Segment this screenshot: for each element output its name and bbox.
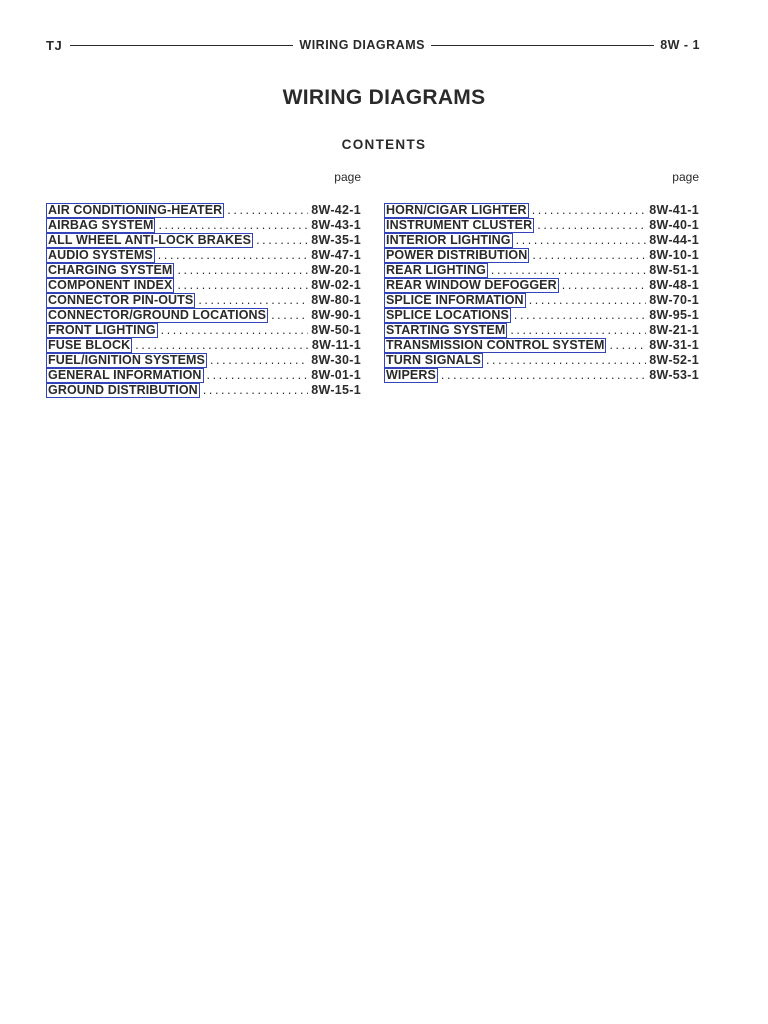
toc-entry	[46, 308, 361, 323]
toc-entry	[46, 248, 361, 263]
header-model-code: TJ	[46, 37, 63, 53]
header-rule-left	[70, 45, 293, 46]
toc-entry-page: 8W-15-1	[311, 383, 361, 397]
toc-entry	[46, 368, 361, 383]
toc-entry-link[interactable]: FUEL/IGNITION SYSTEMS	[48, 353, 205, 367]
toc-entry-link[interactable]: INSTRUMENT CLUSTER	[386, 218, 533, 232]
toc-entry-page: 8W-01-1	[311, 368, 361, 382]
toc-entry-page: 8W-90-1	[311, 308, 361, 322]
toc-column-right	[384, 170, 699, 383]
toc-entry-link[interactable]: TRANSMISSION CONTROL SYSTEM	[386, 338, 605, 352]
toc-entry-page: 8W-44-1	[649, 233, 699, 247]
toc-entry	[46, 293, 361, 308]
toc-entry-link[interactable]: WIPERS	[386, 368, 436, 382]
dot-leader	[532, 203, 647, 218]
toc-entry-page: 8W-40-1	[649, 218, 699, 232]
toc-entry	[384, 218, 699, 233]
toc-entry	[46, 263, 361, 278]
toc-entry-page: 8W-11-1	[311, 338, 361, 352]
toc-entry-page: 8W-21-1	[649, 323, 699, 337]
toc-entry-page: 8W-31-1	[649, 338, 699, 352]
toc-entry-page: 8W-50-1	[311, 323, 361, 337]
toc-entry	[384, 203, 699, 218]
dot-leader	[514, 308, 646, 323]
toc-entry-link[interactable]: CONNECTOR PIN-OUTS	[48, 293, 194, 307]
toc-entry-link[interactable]: AUDIO SYSTEMS	[48, 248, 153, 262]
dot-leader	[609, 338, 646, 353]
toc-entry	[46, 218, 361, 233]
toc-column-left	[46, 170, 361, 398]
toc-entry-link[interactable]: AIR CONDITIONING-HEATER	[48, 203, 223, 217]
toc-entry-page: 8W-35-1	[311, 233, 361, 247]
toc-entry-page: 8W-52-1	[649, 353, 699, 367]
toc-entry	[46, 233, 361, 248]
toc-entry-link[interactable]: AIRBAG SYSTEM	[48, 218, 154, 232]
toc-entry-link[interactable]: GENERAL INFORMATION	[48, 368, 202, 382]
toc-entry-link[interactable]: STARTING SYSTEM	[386, 323, 506, 337]
page-column-label: page	[334, 170, 361, 184]
toc-entry	[46, 203, 361, 218]
toc-entry-page: 8W-30-1	[311, 353, 361, 367]
toc-entry	[46, 338, 361, 353]
toc-entry-page: 8W-53-1	[649, 368, 699, 382]
toc-entry	[46, 353, 361, 368]
dot-leader	[510, 323, 646, 338]
dot-leader	[529, 293, 647, 308]
toc-entry-page: 8W-95-1	[649, 308, 699, 322]
toc-entry-link[interactable]: FRONT LIGHTING	[48, 323, 156, 337]
toc-entry-link[interactable]: CONNECTOR/GROUND LOCATIONS	[48, 308, 267, 322]
toc-entry	[384, 248, 699, 263]
toc-entry-page: 8W-51-1	[649, 263, 699, 277]
dot-leader	[135, 338, 309, 353]
header-page-number: 8W - 1	[660, 38, 701, 52]
toc-entry-page: 8W-02-1	[311, 278, 361, 292]
toc-entry	[384, 263, 699, 278]
toc-entry	[384, 293, 699, 308]
dot-leader	[532, 248, 646, 263]
toc-entry	[384, 338, 699, 353]
toc-entry-link[interactable]: COMPONENT INDEX	[48, 278, 173, 292]
toc-entry-link[interactable]: REAR WINDOW DEFOGGER	[386, 278, 557, 292]
dot-leader	[198, 293, 308, 308]
dot-leader	[486, 353, 646, 368]
toc-entry-page: 8W-70-1	[649, 293, 699, 307]
toc-entry	[384, 323, 699, 338]
dot-leader	[537, 218, 646, 233]
toc-entry-link[interactable]: POWER DISTRIBUTION	[386, 248, 528, 262]
page-header	[46, 36, 700, 54]
toc-entry	[384, 353, 699, 368]
dot-leader	[158, 218, 308, 233]
toc-entry-page: 8W-47-1	[311, 248, 361, 262]
toc-entry-link[interactable]: CHARGING SYSTEM	[48, 263, 173, 277]
toc-entry-page: 8W-41-1	[649, 203, 699, 217]
toc-entry	[384, 308, 699, 323]
toc-entry-page: 8W-48-1	[649, 278, 699, 292]
toc-entry-page: 8W-20-1	[311, 263, 361, 277]
toc-entry-link[interactable]: TURN SIGNALS	[386, 353, 481, 367]
toc-entry-link[interactable]: SPLICE LOCATIONS	[386, 308, 509, 322]
toc-entry-page: 8W-42-1	[311, 203, 361, 217]
toc-entry-page: 8W-80-1	[311, 293, 361, 307]
header-section-title: WIRING DIAGRAMS	[299, 38, 425, 52]
toc-entry-link[interactable]: REAR LIGHTING	[386, 263, 486, 277]
toc-entry	[384, 368, 699, 383]
dot-leader	[271, 308, 308, 323]
dot-leader	[256, 233, 308, 248]
dot-leader	[491, 263, 646, 278]
toc-entry-link[interactable]: SPLICE INFORMATION	[386, 293, 524, 307]
dot-leader	[210, 353, 308, 368]
dot-leader	[227, 203, 308, 218]
toc-entry-link[interactable]: ALL WHEEL ANTI-LOCK BRAKES	[48, 233, 252, 247]
toc-entry-link[interactable]: GROUND DISTRIBUTION	[48, 383, 198, 397]
dot-leader	[158, 248, 308, 263]
dot-leader	[203, 383, 308, 398]
dot-leader	[161, 323, 309, 338]
contents-heading: CONTENTS	[341, 137, 427, 152]
dot-leader	[516, 233, 647, 248]
toc-entry	[46, 323, 361, 338]
toc-entry	[46, 278, 361, 293]
toc-entry-link[interactable]: HORN/CIGAR LIGHTER	[386, 203, 527, 217]
header-rule-right	[431, 45, 654, 46]
dot-leader	[177, 263, 308, 278]
toc-entry-link[interactable]: FUSE BLOCK	[48, 338, 131, 352]
toc-entry-link[interactable]: INTERIOR LIGHTING	[386, 233, 511, 247]
toc-entry-page: 8W-10-1	[649, 248, 699, 262]
page-title: WIRING DIAGRAMS	[282, 86, 486, 109]
dot-leader	[177, 278, 308, 293]
page-column-label: page	[672, 170, 699, 184]
toc-entry	[46, 383, 361, 398]
toc-entry	[384, 233, 699, 248]
toc-entry	[384, 278, 699, 293]
dot-leader	[207, 368, 309, 383]
toc-entry-page: 8W-43-1	[311, 218, 361, 232]
dot-leader	[441, 368, 646, 383]
dot-leader	[562, 278, 646, 293]
